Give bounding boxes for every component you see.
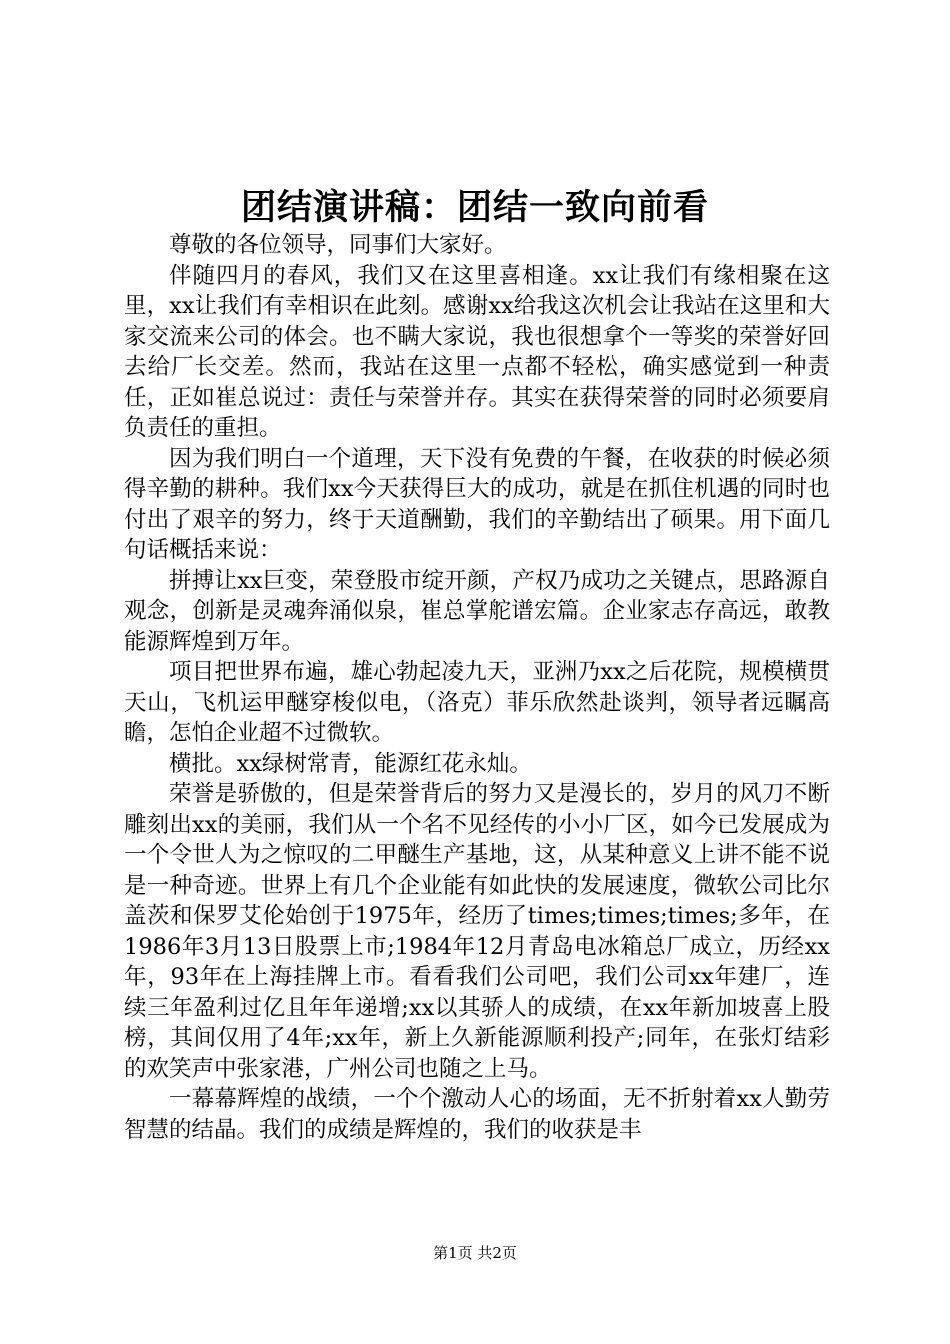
paragraph-opening: 伴随四月的春风，我们又在这里喜相逢。xx让我们有缘相聚在这里，xx让我们有幸相识在此刻。感谢xx给我这次机会让我站在这里和大家交流来公司的体会。也不瞒大家说，我也很想拿个一等奖的荣誉好回去给厂长交差。然而，我站在这里一点都不轻松，确实感觉到一种责任，正如崔总说过：责任与荣誉并存。其实在获得荣誉的同时必须要肩负责任的重担。 [124, 262, 830, 441]
document-title: 团结演讲稿：团结一致向前看 [240, 187, 709, 228]
paragraph-couplet-first: 拼搏让xx巨变，荣登股市绽开颜，产权乃成功之关键点，思路源自观念，创新是灵魂奔涌似泉，崔总掌舵谱宏篇。企业家志存高远，敢教能源辉煌到万年。 [124, 567, 830, 655]
paragraph-greeting: 尊敬的各位领导，同事们大家好。 [169, 232, 507, 258]
paragraph-achievements: 一幕幕辉煌的战绩，一个个激动人心的场面，无不折射着xx人勤劳智慧的结晶。我们的成绩是辉煌的，我们的收获是丰 [124, 1086, 830, 1143]
paragraph-hard-work: 因为我们明白一个道理，天下没有免费的午餐，在收获的时候必须得辛勤的耕种。我们xx今天获得巨大的成功，就是在抓住机遇的同时也付出了艰辛的努力，终于天道酬勤，我们的辛勤结出了硕果。用下面几句话概括来说： [124, 445, 830, 563]
paragraph-couplet-banner: 横批。xx绿树常青，能源红花永灿。 [169, 750, 532, 777]
page-footer: 第1页 共2页 [433, 1244, 517, 1262]
document-body [124, 230, 830, 1145]
paragraph-couplet-second: 项目把世界布遍，雄心勃起凌九天，亚洲乃xx之后花院，规模横贯天山，飞机运甲醚穿梭似电，（洛克）菲乐欣然赴谈判，领导者远瞩高瞻，怎怕企业超不过微软。 [124, 659, 830, 746]
paragraph-history: 荣誉是骄傲的，但是荣誉背后的努力又是漫长的，岁月的风刀不断雕刻出xx的美丽，我们从一个名不见经传的小小厂区，如今已发展成为一个令世人为之惊叹的二甲醚生产基地，这，从某种意义上讲不能不说是一种奇迹。世界上有几个企业能有如此快的发展速度，微软公司比尔盖茨和保罗艾伦始创于1975年，经历了times;times;times;多年，在1986年3月13日股票上市;1984年12月青岛电冰箱总厂成立，历经xx年，93年在上海挂牌上市。看看我们公司吧，我们公司xx年建厂，连续三年盈利过亿且年年递增;xx以其骄人的成绩，在xx年新加坡喜上股榜，其间仅用了4年;xx年，新上久新能源顺利投产;同年，在张灯结彩的欢笑声中张家港，广州公司也随之上马。 [124, 781, 830, 1082]
